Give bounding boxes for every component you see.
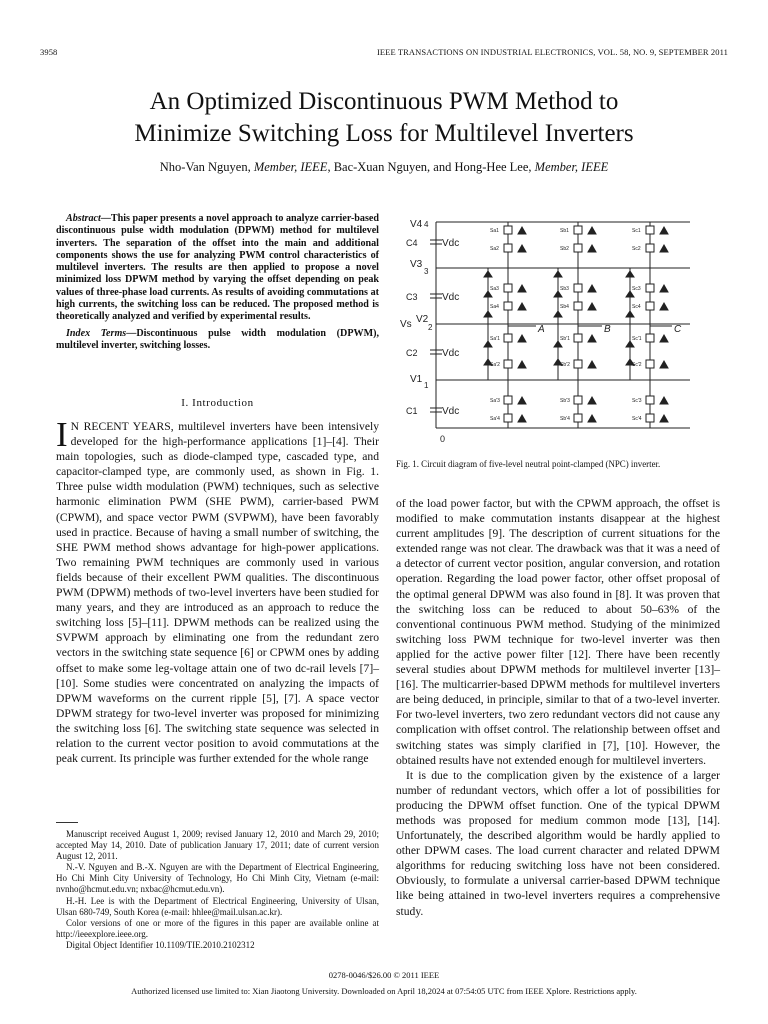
section-heading: I. Introduction bbox=[181, 397, 254, 409]
label-c3: C3 bbox=[406, 292, 418, 302]
switch-sa1p bbox=[504, 334, 526, 342]
switch-sc4 bbox=[646, 302, 668, 310]
label-v4: V4 bbox=[410, 219, 423, 230]
right-paragraph-2: It is due to the complication given by the existence of a larger number of redundant vectors, which offer a lot of possibilities for producing the DPWM offset function. One of the typical DPWM methods was proposed for medium common mode [13], [14]. Unfortunately, the described algorithm would be hardly applied to other DPWM cases. The load current character and related DPWM algorithms for reducing switching loss have not been considered. Obviously, to formulate a universal carrier-based DPWM technique like being attained in two-level inverters requires a comprehensive study. bbox=[396, 768, 720, 918]
switch-label-sb4p: Sb'4 bbox=[560, 416, 570, 422]
intro-paragraph bbox=[56, 415, 379, 766]
switch-sa3 bbox=[504, 284, 526, 292]
footnote-affiliation-2: H.-H. Lee is with the Department of Electrical Engineering, University of Ulsan, Ulsan 680-749, South Korea (e-mail: hhlee@mail.ulsan.ac.kr). bbox=[56, 895, 379, 917]
clamp-diode bbox=[626, 271, 634, 277]
switch-label-sa4: Sa4 bbox=[490, 304, 499, 310]
switch-label-sc2p: Sc'2 bbox=[632, 362, 642, 368]
footnote-affiliation-1: N.-V. Nguyen and B.-X. Nguyen are with the Department of Electrical Engineering, Ho Chi Minh City University of Technology, Ho Chi Minh City, Vietnam (e-mail: nvnho@hcmut.edu.vn; nxbac@hcmut.edu.vn). bbox=[56, 862, 379, 895]
label-vdc-3: Vdc bbox=[442, 292, 460, 303]
switch-label-sa4p: Sa'4 bbox=[490, 416, 500, 422]
switch-label-sc2: Sc2 bbox=[632, 246, 641, 252]
right-column bbox=[396, 496, 720, 919]
switch-label-sb4: Sb4 bbox=[560, 304, 569, 310]
label-v1: V1 bbox=[410, 374, 423, 385]
title-line-2: Minimize Switching Loss for Multilevel Inverters bbox=[134, 120, 634, 147]
label-vdc-2: Vdc bbox=[442, 348, 460, 359]
journal-header: IEEE TRANSACTIONS ON INDUSTRIAL ELECTRONICS, VOL. 58, NO. 9, SEPTEMBER 2011 bbox=[376, 47, 728, 57]
label-node-4: 4 bbox=[424, 220, 429, 229]
switch-sc1 bbox=[646, 226, 668, 234]
switch-sa2 bbox=[504, 244, 526, 252]
switch-label-sc4: Sc4 bbox=[632, 304, 641, 310]
switch-label-sa3: Sa3 bbox=[490, 286, 499, 292]
switch-label-sc3: Sc3 bbox=[632, 286, 641, 292]
footnote-rule bbox=[56, 822, 78, 823]
switch-sb1 bbox=[574, 226, 596, 234]
clamp-diode bbox=[484, 271, 492, 277]
label-phase-b: B bbox=[604, 324, 611, 335]
switch-label-sc3p: Sc'3 bbox=[632, 398, 642, 404]
footnote-color: Color versions of one or more of the figures in this paper are available online at http://ieeexplore.ieee.org. bbox=[56, 917, 379, 939]
switch-sb2p bbox=[574, 360, 596, 368]
abstract-text: —This paper presents a novel approach to analyze carrier-based discontinuous pulse width modulation (DPWM) method for multilevel inverters. The separation of the offset into the main and additional components shows the use for analyzing PWM control characteristics of multilevel inverters. The results are then applied to propose a novel minimized loss DPWM method by varying the offset depending on peak values of three-phase load currents. As results of avoiding commutations at high currents, the switching loss can be reduced. The proposed method is theoretically analyzed and verified by experimental results. bbox=[56, 213, 379, 323]
abstract-label: Abstract bbox=[66, 213, 101, 224]
footnote-doi: Digital Object Identifier 10.1109/TIE.2010.2102312 bbox=[66, 939, 255, 950]
label-phase-c: C bbox=[674, 324, 682, 335]
author-1-role: Member, IEEE bbox=[253, 160, 328, 174]
author-1: Nho-Van Nguyen, bbox=[159, 160, 254, 174]
switch-sc1p bbox=[646, 334, 668, 342]
label-phase-a: A bbox=[538, 324, 545, 335]
label-c2: C2 bbox=[406, 348, 418, 358]
switch-label-sb1p: Sb'1 bbox=[560, 336, 570, 342]
label-v3: V3 bbox=[410, 259, 423, 270]
circuit-diagram bbox=[400, 214, 700, 448]
switch-label-sc4p: Sc'4 bbox=[632, 416, 642, 422]
right-paragraph-1: of the load power factor, but with the CPWM approach, the offset is modified to make commutation instants disappear at the highest current amplitudes [9]. The description of current situations for the extended range was not clear. The drawback was that it was a need of a detector of current vector position, angular conversion, and rotation operation. Regarding the load power factor, other offset proposal of the optimal general DPWM was also found in [8]. It was proven that the switching loss can be reduced to about 50–63% of the conventional continuous PWM method. Studying of the minimized switching loss PWM technique for two-level inverter was then applied for the active power filter [12]. There have been recently several studies about DPWM methods for multilevel inverter [13]–[16]. The multicarrier-based DPWM methods for multilevel inverters are being deduced, in principle, similar to that of a two-level inverter. For two-level inverters, two zero redundant vectors did not cause any complication with offset control. The relationship between offset and switching states was simply clarified in [7], [10]. However, the obtained results have not extended enough for multilevel inverters. bbox=[396, 497, 720, 767]
label-c4: C4 bbox=[406, 238, 418, 248]
paper-title bbox=[40, 86, 728, 150]
abstract bbox=[56, 213, 379, 352]
index-terms-label: Index Terms bbox=[66, 327, 127, 339]
title-line-1: An Optimized Discontinuous PWM Method to bbox=[149, 88, 619, 115]
label-node-1: 1 bbox=[424, 381, 429, 390]
authors-2-3: , Bac-Xuan Nguyen, and Hong-Hee Lee, bbox=[327, 160, 535, 174]
switch-sc4p bbox=[646, 414, 668, 422]
figure-caption: Fig. 1. Circuit diagram of five-level neutral point-clamped (NPC) inverter. bbox=[396, 459, 661, 469]
switch-label-sb2: Sb2 bbox=[560, 246, 569, 252]
switch-label-sa1: Sa1 bbox=[490, 228, 499, 234]
switch-label-sb2p: Sb'2 bbox=[560, 362, 570, 368]
footnotes bbox=[56, 829, 379, 951]
clamp-diode bbox=[554, 271, 562, 277]
label-v2: V2 bbox=[416, 314, 429, 325]
switch-label-sa2: Sa2 bbox=[490, 246, 499, 252]
label-c1: C1 bbox=[406, 406, 418, 416]
switch-sa4p bbox=[504, 414, 526, 422]
switch-sa1 bbox=[504, 226, 526, 234]
page-number: 3958 bbox=[40, 47, 58, 57]
switch-sb4p bbox=[574, 414, 596, 422]
switch-sc3p bbox=[646, 396, 668, 404]
switch-sc2p bbox=[646, 360, 668, 368]
intro-lead: N RECENT YEARS, bbox=[70, 420, 174, 433]
intro-text: multilevel inverters have been intensively developed for the high-performance applications [1]–[4]. Their main topologies, such as diode-clamped type, cascaded type, and capacitor-clamped type, are commonly used, as shown in Fig. 1. Three pulse width modulation (PWM) techniques, such as selective harmonic elimination PWM (SHE PWM), carrier-based PWM (CPWM), and space vector PWM (SVPWM), have been favorably used in practice. Because of having a small number of switching, the SHE PWM method shows advantage for high-power applications. Two remaining PWM techniques are commonly used in various fields because of their excellent PWM qualities. The discontinuous PWM (DPWM) methods of two-level inverters have been studied for many years, and they are introduced as an approach to reduce the switching loss [5]–[11]. DPWM methods can be realized using the SVPWM approach by eliminating one from the redundant zero vectors in the switching state sequence [6] or CPWM ones by adding offset to make some leg-voltage attain one of two dc-rail levels [7]–[10]. Some studies were concentrated on analyzing the impacts of DPWM waveforms on the current ripple [5], [7]. A space vector DPWM strategy for two-level inverter was proposed for minimizing the switching loss [6]. The switching state sequence was selected in relation to the current vector position to avoid commutations at the peak current. Its principle was further extended for the whole range bbox=[56, 420, 379, 766]
switch-sa3p bbox=[504, 396, 526, 404]
switch-label-sc1: Sc1 bbox=[632, 228, 641, 234]
switch-label-sa1p: Sa'1 bbox=[490, 336, 500, 342]
label-node-2: 2 bbox=[428, 323, 433, 332]
switch-sb4 bbox=[574, 302, 596, 310]
label-vdc-4: Vdc bbox=[442, 238, 460, 249]
label-node-3: 3 bbox=[424, 267, 429, 276]
label-vs: Vs bbox=[400, 319, 412, 330]
clamp-diode bbox=[554, 311, 562, 317]
switch-label-sb3: Sb3 bbox=[560, 286, 569, 292]
switch-sb3 bbox=[574, 284, 596, 292]
switch-sb1p bbox=[574, 334, 596, 342]
switch-sb3p bbox=[574, 396, 596, 404]
author-list bbox=[40, 160, 728, 175]
switch-label-sb1: Sb1 bbox=[560, 228, 569, 234]
index-terms-text: —Discontinuous pulse width modulation (DPWM), multilevel inverter, switching losses. bbox=[56, 327, 379, 351]
clamp-diode bbox=[626, 311, 634, 317]
footnote-manuscript: Manuscript received August 1, 2009; revised January 12, 2010 and March 29, 2010; accepted May 14, 2010. Date of publication January 17, 2011; date of current version August 12, 2011. bbox=[56, 829, 379, 862]
clamp-diode bbox=[484, 311, 492, 317]
switch-sa2p bbox=[504, 360, 526, 368]
label-zero: 0 bbox=[440, 434, 446, 444]
copyright-line: 0278-0046/$26.00 © 2011 IEEE bbox=[328, 970, 440, 980]
switch-label-sc1p: Sc'1 bbox=[632, 336, 642, 342]
switch-label-sa3p: Sa'3 bbox=[490, 398, 500, 404]
switch-label-sb3p: Sb'3 bbox=[560, 398, 570, 404]
switch-sc3 bbox=[646, 284, 668, 292]
label-vdc-1: Vdc bbox=[442, 406, 460, 417]
license-line: Authorized licensed use limited to: Xian Jiaotong University. Downloaded on April 18,2024 at 07:54:05 UTC from IEEE Xplore. Restrictions apply. bbox=[131, 986, 637, 996]
switch-sa4 bbox=[504, 302, 526, 310]
switch-label-sa2p: Sa'2 bbox=[490, 362, 500, 368]
author-3-role: Member, IEEE bbox=[534, 160, 609, 174]
switch-sb2 bbox=[574, 244, 596, 252]
drop-cap: I bbox=[56, 415, 68, 454]
switch-sc2 bbox=[646, 244, 668, 252]
